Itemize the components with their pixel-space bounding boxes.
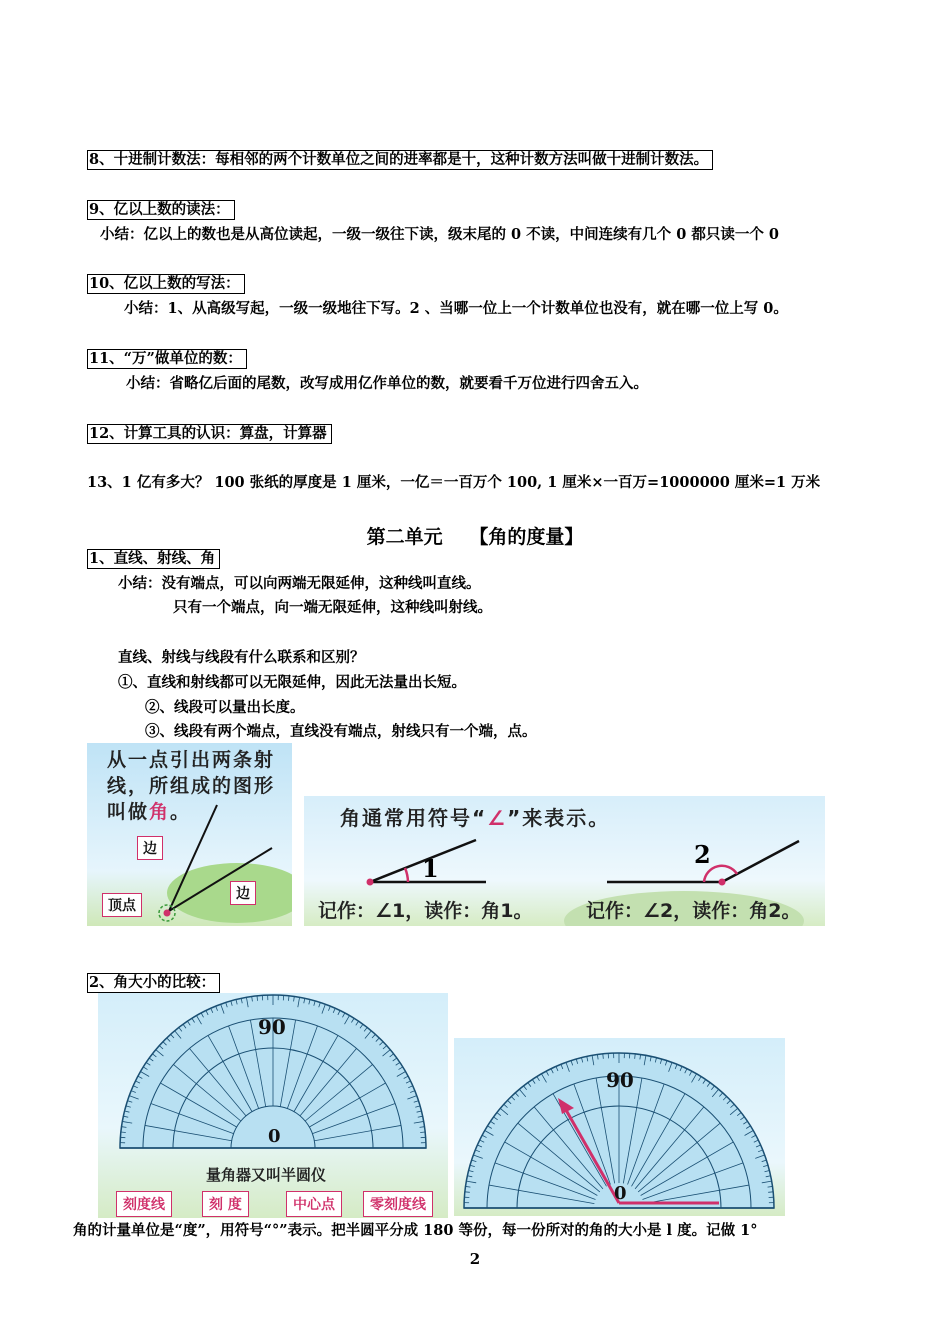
symbol-header-post: ”来表示。 <box>507 806 611 830</box>
angle-2-vertex <box>719 879 726 886</box>
unit-2-title-left: 第二单元 <box>366 526 443 548</box>
unit-2-title-right: 【角的度量】 <box>469 526 584 548</box>
item-9-heading: 9、亿以上数的读法： <box>87 200 235 220</box>
protractor-tick <box>288 996 289 1001</box>
protractor-2-zero: 0 <box>614 1183 627 1204</box>
protractor-tick <box>420 1132 425 1133</box>
unit-2-title <box>0 522 950 549</box>
item-8-heading: 8、十进制计数法：每相邻的两个计数单位之间的进率都是十，这种计数方法叫做十进制计数法。 <box>87 150 713 170</box>
angle-symbol-figure <box>304 796 825 926</box>
angle-1-arc <box>405 868 408 882</box>
protractor-1-ninety: 90 <box>258 1015 286 1039</box>
record-2: 记作：∠2，读作：角2。 <box>586 900 801 922</box>
protractor-tick <box>768 1192 773 1193</box>
answer-3: ③、线段有两个端点，直线没有端点，射线只有一个端，点。 <box>145 723 537 740</box>
symbol-header-pre: 角通常用符号“ <box>340 806 488 830</box>
protractor-tick <box>257 996 258 1001</box>
protractor-tick <box>635 1054 636 1059</box>
item-10-note: 小结：1、从高级写起，一级一级地往下写。2 、当哪一位上一个计数单位也没有，就在哪一位上写 0。 <box>124 300 788 317</box>
angle-symbol-glyph: ∠ <box>487 806 508 830</box>
degree-definition: 角的计量单位是“度”，用符号“°”表示。把半圆平分成 180 等份，每一份所对的角的大小是 l 度。记做 1° <box>73 1222 758 1239</box>
side-label-1: 边 <box>137 836 163 860</box>
tag-zero-line: 零刻度线 <box>363 1191 433 1217</box>
protractor-tick <box>465 1192 470 1193</box>
vertex-dot <box>164 910 171 917</box>
protractor-figure-1 <box>98 993 448 1218</box>
tag-scale-line: 刻度线 <box>116 1191 172 1217</box>
section-1-heading: 1、直线、射线、角 <box>87 549 220 569</box>
section-1-note-1: 小结：没有端点，可以向两端无限延伸，这种线叫直线。 <box>118 575 481 592</box>
item-9-note: 小结：亿以上的数也是从高位读起，一级一级往下读，级末尾的 0 不读，中间连续有几个 0 都只读一个 0 <box>100 226 780 243</box>
side-label-2: 边 <box>230 881 256 905</box>
angle-1-vertex <box>367 879 374 886</box>
answer-2: ②、线段可以量出长度。 <box>145 699 305 716</box>
angle-def-post: 。 <box>170 801 192 823</box>
angle-def-emphasis: 角 <box>149 801 171 823</box>
item-12-heading: 12、计算工具的认识：算盘，计算器 <box>87 424 332 444</box>
record-1: 记作：∠1，读作：角1。 <box>318 900 533 922</box>
tag-scale: 刻 度 <box>202 1191 249 1217</box>
angle-2-arm <box>722 841 799 882</box>
protractor-tick <box>603 1054 604 1059</box>
tag-center-point: 中心点 <box>286 1191 342 1217</box>
angle-def-line-3 <box>107 799 275 825</box>
angle-def-line-1: 从一点引出两条射 <box>107 749 276 771</box>
item-11-note: 小结：省略亿后面的尾数，改写成用亿作单位的数，就要看千万位进行四舍五入。 <box>126 375 648 392</box>
angle-1-number: 1 <box>422 854 439 883</box>
angle-def-line-2: 线，所组成的图形 <box>107 775 276 797</box>
angle-definition-text <box>107 747 275 825</box>
page-number: 2 <box>469 1250 481 1268</box>
question: 直线、射线与线段有什么联系和区别？ <box>118 649 365 666</box>
protractor-1-caption: 量角器又叫半圆仪 <box>206 1166 327 1184</box>
angle-definition-figure <box>87 743 292 926</box>
item-10-heading: 10、亿以上数的写法： <box>87 274 245 294</box>
item-13: 13、1 亿有多大？ 100 张纸的厚度是 1 厘米，一亿＝一百万个 100, 1 厘米×一百万=1000000 厘米=1 万米 <box>87 474 821 491</box>
protractor-tick <box>121 1132 126 1133</box>
section-2-heading: 2、角大小的比较： <box>87 973 220 993</box>
angle-def-pre: 叫做 <box>107 801 150 823</box>
protractor-1-zero: 0 <box>268 1126 281 1147</box>
vertex-label: 顶点 <box>102 893 142 917</box>
section-1-note-2: 只有一个端点，向一端无限延伸，这种线叫射线。 <box>173 599 492 616</box>
protractor-figure-2 <box>454 1038 785 1216</box>
item-11-heading: 11、“万”做单位的数： <box>87 349 247 369</box>
answer-1: ①、直线和射线都可以无限延伸，因此无法量出长短。 <box>118 674 466 691</box>
angle-2-number: 2 <box>694 840 711 869</box>
protractor-2-ninety: 90 <box>606 1068 634 1092</box>
